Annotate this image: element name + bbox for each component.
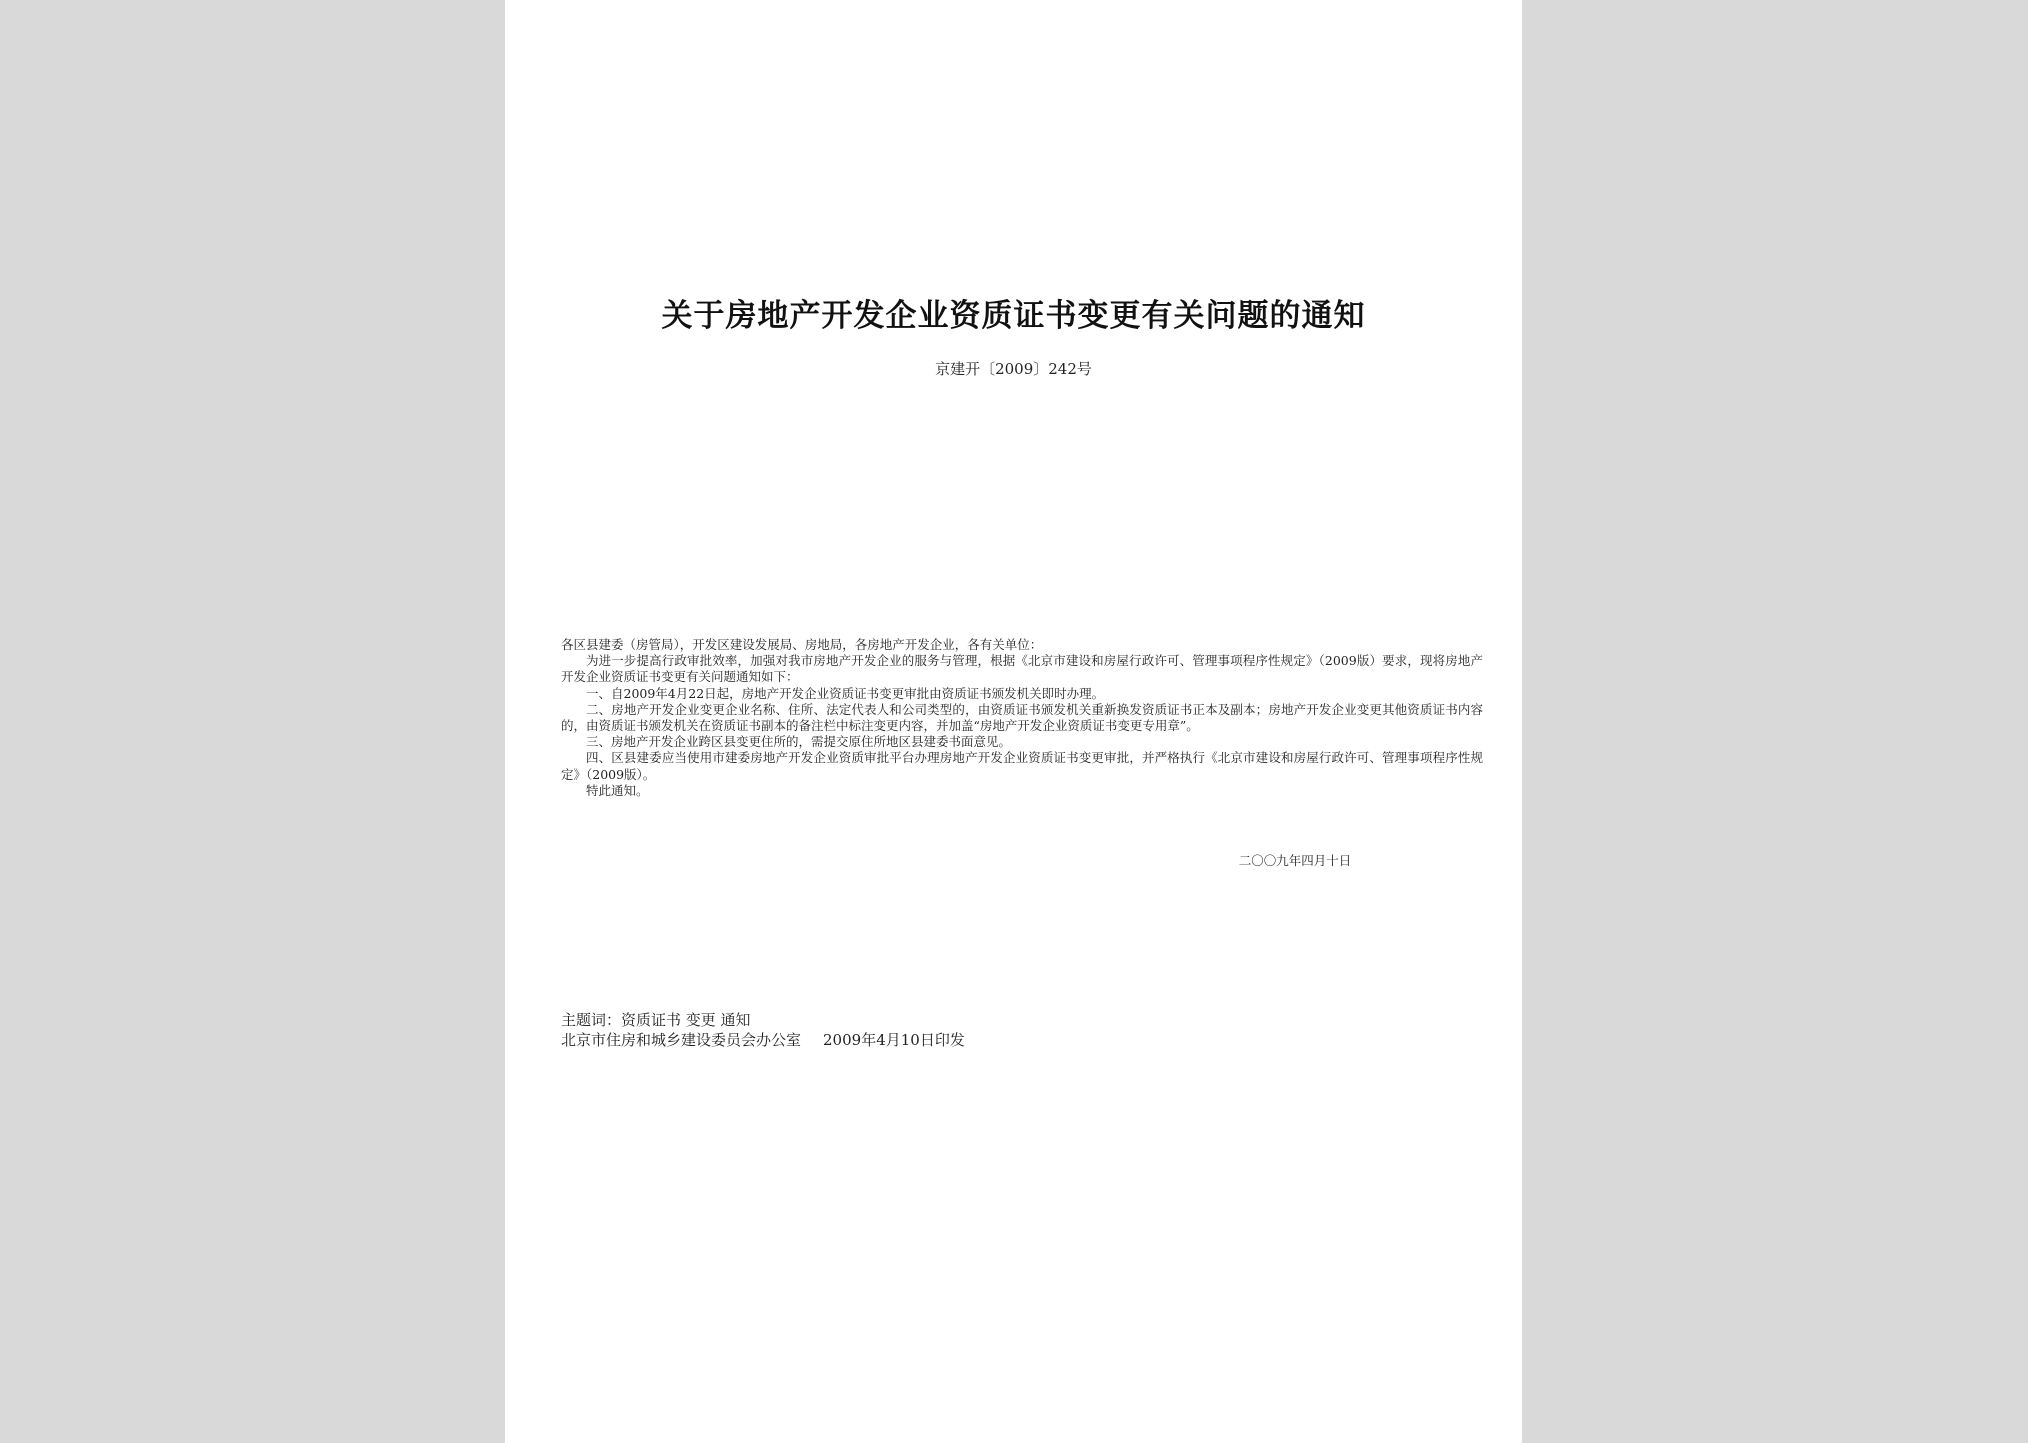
body-paragraph: 三、房地产开发企业跨区县变更住所的，需提交原住所地区县建委书面意见。 xyxy=(586,734,1012,750)
document-page xyxy=(505,0,1522,1443)
salutation-paragraph: 各区县建委（房管局），开发区建设发展局、房地局，各房地产开发企业，各有关单位： xyxy=(561,637,1043,652)
body-paragraph: 一、自2009年4月22日起，房地产开发企业资质证书变更审批由资质证书颁发机关即时办理。 xyxy=(586,685,1105,701)
body-paragraph: 四、区县建委应当使用市建委房地产开发企业资质审批平台办理房地产开发企业资质证书变更审批，并严格执行《北京市建设和房屋行政许可、管理事项程序性规定》（2009版）。 xyxy=(561,750,1483,782)
signature-date-row xyxy=(505,851,2028,869)
issuer-office: 北京市住房和城乡建设委员会办公室 xyxy=(561,1031,802,1049)
document-title: 关于房地产开发企业资质证书变更有关问题的通知 xyxy=(661,298,1366,334)
body-paragraph: 为进一步提高行政审批效率，加强对我市房地产开发企业的服务与管理，根据《北京市建设和房屋行政许可、管理事项程序性规定》（2009版）要求，现将房地产开发企业资质证书变更有关问题通知如下： xyxy=(561,653,1483,685)
closing-paragraph: 特此通知。 xyxy=(586,782,649,798)
body-paragraph: 二、房地产开发企业变更企业名称、住所、法定代表人和公司类型的，由资质证书颁发机关重新换发资质证书正本及副本；房地产开发企业变更其他资质证书内容的，由资质证书颁发机关在资质证书副本的备注栏中标注变更内容，并加盖“房地产开发企业资质证书变更专用章”。 xyxy=(561,701,1483,734)
signature-date: 二〇〇九年四月十日 xyxy=(1238,853,1352,868)
issue-date: 2009年4月10日印发 xyxy=(823,1031,965,1049)
document-number: 京建开〔2009〕242号 xyxy=(935,360,1092,378)
subject-keywords: 主题词：资质证书 变更 通知 xyxy=(561,1011,751,1029)
document-body xyxy=(561,637,1483,799)
issuer-row xyxy=(561,1029,965,1050)
